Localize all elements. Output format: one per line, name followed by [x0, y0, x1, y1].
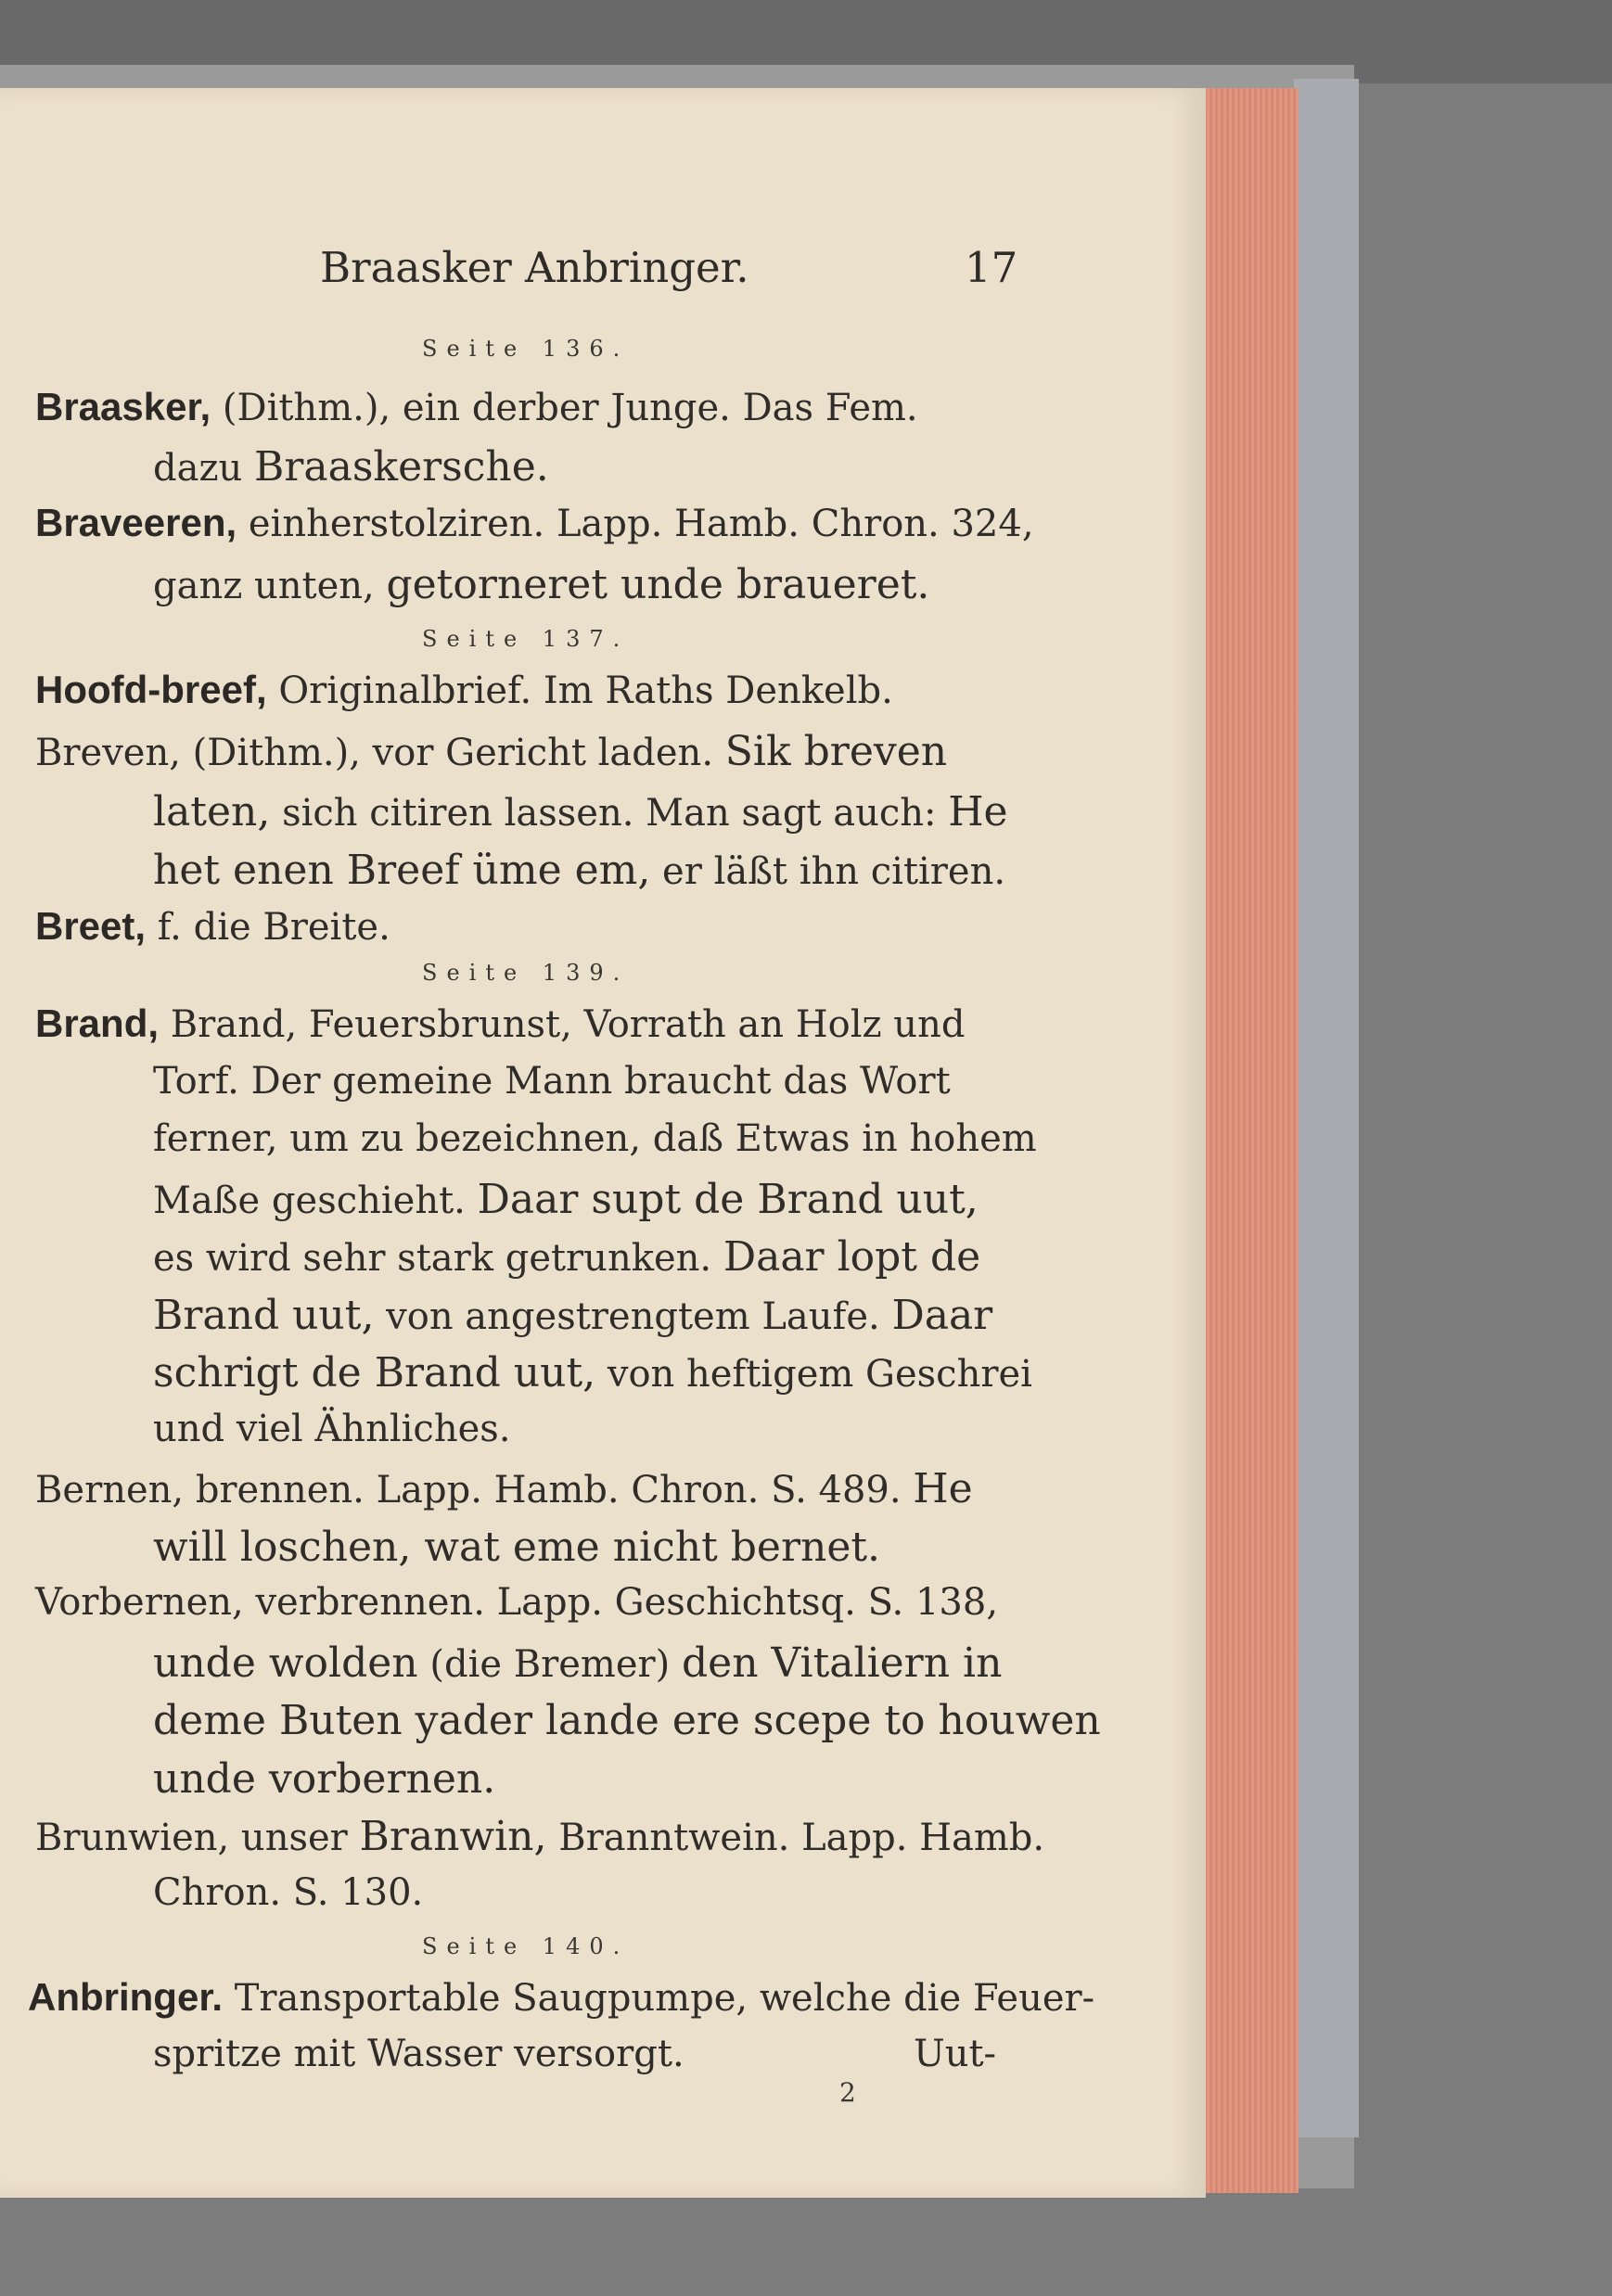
entry-line — [35, 385, 918, 429]
bold-phrase: getorneret unde braueret. — [386, 561, 930, 608]
bold-phrase: den Vitaliern in — [681, 1639, 1003, 1687]
headword: Anbringer. — [28, 1975, 224, 2019]
entry-line — [35, 904, 390, 949]
section-heading: Seite 140. — [422, 1933, 630, 1959]
bold-phrase: schrigt de Brand uut, — [153, 1349, 596, 1397]
entry-text: (die Bremer) — [417, 1643, 682, 1686]
entry-text: von heftigem Geschrei — [595, 1353, 1032, 1396]
entry-text: (Dithm.), ein derber Junge. Das Fem. — [211, 387, 918, 429]
entry-line — [153, 1176, 979, 1223]
entry-text: und viel Ähnliches. — [153, 1408, 511, 1450]
entry-text: Transportable Saugpumpe, welche die Feuer- — [223, 1977, 1095, 2020]
entry-line — [153, 1060, 951, 1103]
headword: Brand, — [35, 1001, 160, 1045]
entry-line — [153, 1524, 880, 1571]
entry-text: ganz unten, — [153, 565, 387, 607]
section-heading: Seite 136. — [422, 336, 630, 362]
entry-line — [35, 1581, 998, 1624]
entry-text: Brunwien, unser — [35, 1817, 360, 1859]
entry-line — [153, 1233, 980, 1281]
bold-phrase: laten, — [153, 788, 271, 835]
entry-text: Originalbrief. Im Raths Denkelb. — [266, 670, 893, 712]
entry-text: spritze mit Wasser versorgt. — [153, 2033, 684, 2075]
entry-line — [153, 1697, 1101, 1744]
entry-line — [153, 1408, 511, 1450]
bold-phrase: Daar — [891, 1292, 993, 1339]
headword: Braveeren, — [35, 501, 237, 544]
entry-line — [153, 847, 1005, 894]
entry-text: er läßt ihn citiren. — [650, 850, 1006, 893]
entry-line — [153, 1639, 1002, 1687]
bold-phrase: Braaskersche. — [254, 443, 549, 491]
book-board — [1294, 79, 1359, 2137]
entry-text: Brand, Feuersbrunst, Vorrath an Holz und — [159, 1003, 966, 1046]
entry-line — [35, 1813, 1044, 1860]
bold-phrase: He — [948, 788, 1008, 835]
entry-line — [153, 1117, 1037, 1160]
entry-line — [153, 1871, 423, 1914]
bold-phrase: Daar lopt de — [723, 1233, 981, 1281]
entry-text: f. die Breite. — [146, 906, 390, 949]
headword: Breet, — [35, 904, 147, 948]
entry-text: Vorbernen, verbrennen. Lapp. Geschichtsq. S. 138, — [35, 1581, 999, 1624]
entry-text: von angestrengtem Laufe. — [374, 1295, 892, 1338]
entry-text: dazu — [153, 447, 255, 490]
entry-text: ferner, um zu bezeichnen, daß Etwas in hohem — [153, 1117, 1037, 1160]
bold-phrase: het enen Breef üme em, — [153, 847, 651, 894]
headword: Hoofd-breef, — [35, 668, 267, 711]
entry-line — [35, 1001, 965, 1046]
entry-line — [153, 2033, 684, 2075]
page-number: 17 — [965, 243, 1018, 292]
bold-phrase: Daar supt de Brand uut, — [477, 1176, 979, 1223]
entry-text: Bernen, brennen. Lapp. Hamb. Chron. S. 489. — [35, 1469, 914, 1512]
entry-line — [153, 1292, 992, 1339]
running-title: Braasker Anbringer. — [320, 243, 749, 292]
entry-line — [153, 1755, 495, 1803]
page-edge — [1206, 88, 1299, 2193]
entry-line — [153, 788, 1008, 835]
entry-text: Maße geschieht. — [153, 1180, 478, 1222]
entry-line — [35, 728, 947, 775]
entry-line — [35, 501, 1034, 545]
bold-phrase: He — [913, 1465, 973, 1512]
section-heading: Seite 137. — [422, 626, 630, 652]
signature-mark: 2 — [839, 2077, 856, 2108]
bold-phrase: unde wolden — [153, 1639, 418, 1687]
entry-text: sich citiren lassen. Man sagt auch: — [270, 792, 949, 835]
section-heading: Seite 139. — [422, 960, 630, 986]
headword: Braasker, — [35, 385, 211, 428]
bold-phrase: Branwin, — [359, 1813, 547, 1860]
bold-phrase: unde vorbernen. — [153, 1755, 496, 1803]
entry-text: Breven, (Dithm.), vor Gericht laden. — [35, 732, 725, 774]
bold-phrase: deme Buten yader lande ere scepe to houwen — [153, 1697, 1101, 1744]
entry-text: einherstolziren. Lapp. Hamb. Chron. 324, — [237, 503, 1034, 545]
entry-text: Chron. S. 130. — [153, 1871, 424, 1914]
entry-line — [153, 1349, 1032, 1397]
entry-line — [28, 1975, 1094, 2020]
entry-text: Torf. Der gemeine Mann braucht das Wort — [153, 1060, 951, 1103]
bold-phrase: Brand uut, — [153, 1292, 375, 1339]
entry-text: Branntwein. Lapp. Hamb. — [546, 1817, 1045, 1859]
catchword: Uut- — [914, 2033, 997, 2075]
entry-line — [153, 443, 549, 491]
entry-text: es wird sehr stark getrunken. — [153, 1237, 723, 1280]
entry-line — [35, 668, 893, 712]
entry-line — [35, 1465, 973, 1512]
entry-line — [153, 561, 929, 608]
bold-phrase: Sik breven — [724, 728, 948, 775]
bold-phrase: will loschen, wat eme nicht bernet. — [153, 1524, 881, 1571]
